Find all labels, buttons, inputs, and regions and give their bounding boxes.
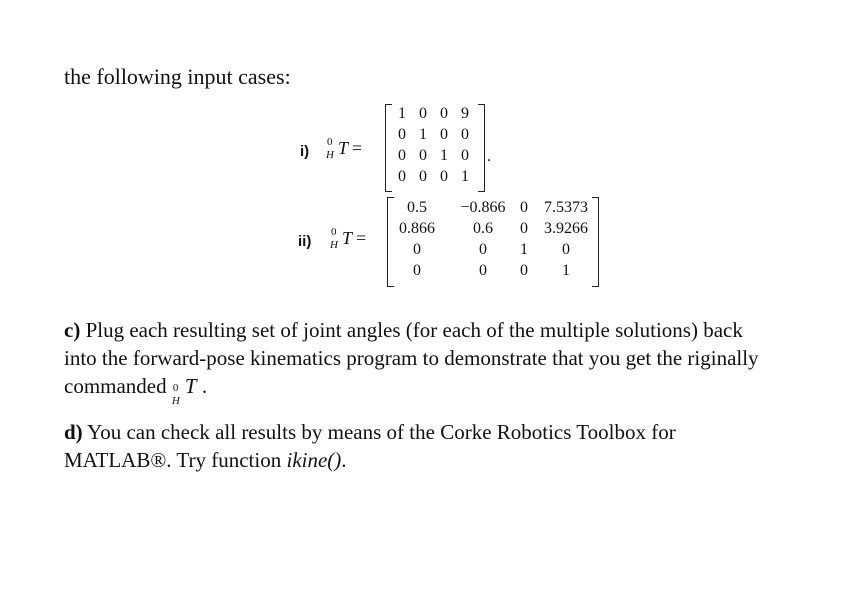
- case-ii-label: ii): [298, 233, 312, 250]
- case-i-period: .: [487, 148, 491, 165]
- case-ii-matrix: [387, 197, 599, 287]
- case-ii-cell-r3c3: 1: [520, 241, 528, 258]
- case-i-matrix: [385, 104, 485, 192]
- case-i-symbol: 0 H T =: [326, 135, 363, 161]
- case-i-cell-r2c1: 0: [398, 126, 406, 143]
- case-ii-cell-r3c1: 0: [413, 241, 421, 258]
- case-i-cell-r3c4: 0: [461, 147, 469, 164]
- case-ii-cell-r3c2: 0: [479, 241, 487, 258]
- case-i-cell-r3c3: 1: [440, 147, 448, 164]
- case-i-cell-r1c3: 0: [440, 105, 448, 122]
- case-ii-cell-r2c3: 0: [520, 220, 528, 237]
- case-ii-cell-r3c4: 0: [562, 241, 570, 258]
- case-ii-cell-r4c1: 0: [413, 262, 421, 279]
- case-i-cell-r2c2: 1: [419, 126, 427, 143]
- case-ii-symbol: 0 H T =: [330, 225, 367, 251]
- case-ii-cell-r1c1: 0.5: [407, 199, 427, 216]
- part-c-line-2: into the forward-pose kinematics program to demonstrate that you get the riginally: [64, 346, 759, 370]
- part-c-line-1: c) Plug each resulting set of joint angles (for each of the multiple solutions) back: [64, 318, 743, 342]
- case-ii-cell-r2c1: 0.866: [399, 220, 435, 237]
- case-ii-cell-r2c2: 0.6: [473, 220, 493, 237]
- case-ii-cell-r1c4: 7.5373: [544, 199, 588, 216]
- part-c-symbol: 0 H T: [171, 374, 197, 408]
- part-c-paragraph: [64, 316, 844, 408]
- case-ii-cell-r1c2: −0.866: [460, 199, 506, 216]
- case-i-cell-r1c2: 0: [419, 105, 427, 122]
- case-ii-cell-r4c3: 0: [520, 262, 528, 279]
- part-d-marker: d): [64, 420, 83, 444]
- case-i-cell-r4c1: 0: [398, 168, 406, 185]
- part-c-line-3: commanded 0 H T .: [64, 374, 208, 408]
- case-i-cell-r2c3: 0: [440, 126, 448, 143]
- part-d-paragraph: [64, 418, 844, 474]
- case-ii-cell-r1c3: 0: [520, 199, 528, 216]
- case-ii-cell-r2c4: 3.9266: [544, 220, 588, 237]
- case-i-cell-r3c2: 0: [419, 147, 427, 164]
- part-d-line-1: d) You can check all results by means of the Corke Robotics Toolbox for: [64, 420, 676, 444]
- case-ii-cell-r4c2: 0: [479, 262, 487, 279]
- case-i-cell-r4c2: 0: [419, 168, 427, 185]
- case-ii-cell-r4c4: 1: [562, 262, 570, 279]
- part-d-line-2: MATLAB®. Try function ikine().: [64, 448, 347, 472]
- intro-text: the following input cases:: [64, 64, 291, 89]
- part-c-marker: c): [64, 318, 81, 342]
- case-i-cell-r4c4: 1: [461, 168, 469, 185]
- ikine-function-name: ikine(): [286, 448, 342, 472]
- case-i-cell-r4c3: 0: [440, 168, 448, 185]
- case-i-cell-r1c1: 1: [398, 105, 406, 122]
- case-i-cell-r1c4: 9: [461, 105, 469, 122]
- case-i-cell-r3c1: 0: [398, 147, 406, 164]
- case-i-label: i): [300, 143, 310, 160]
- case-i-cell-r2c4: 0: [461, 126, 469, 143]
